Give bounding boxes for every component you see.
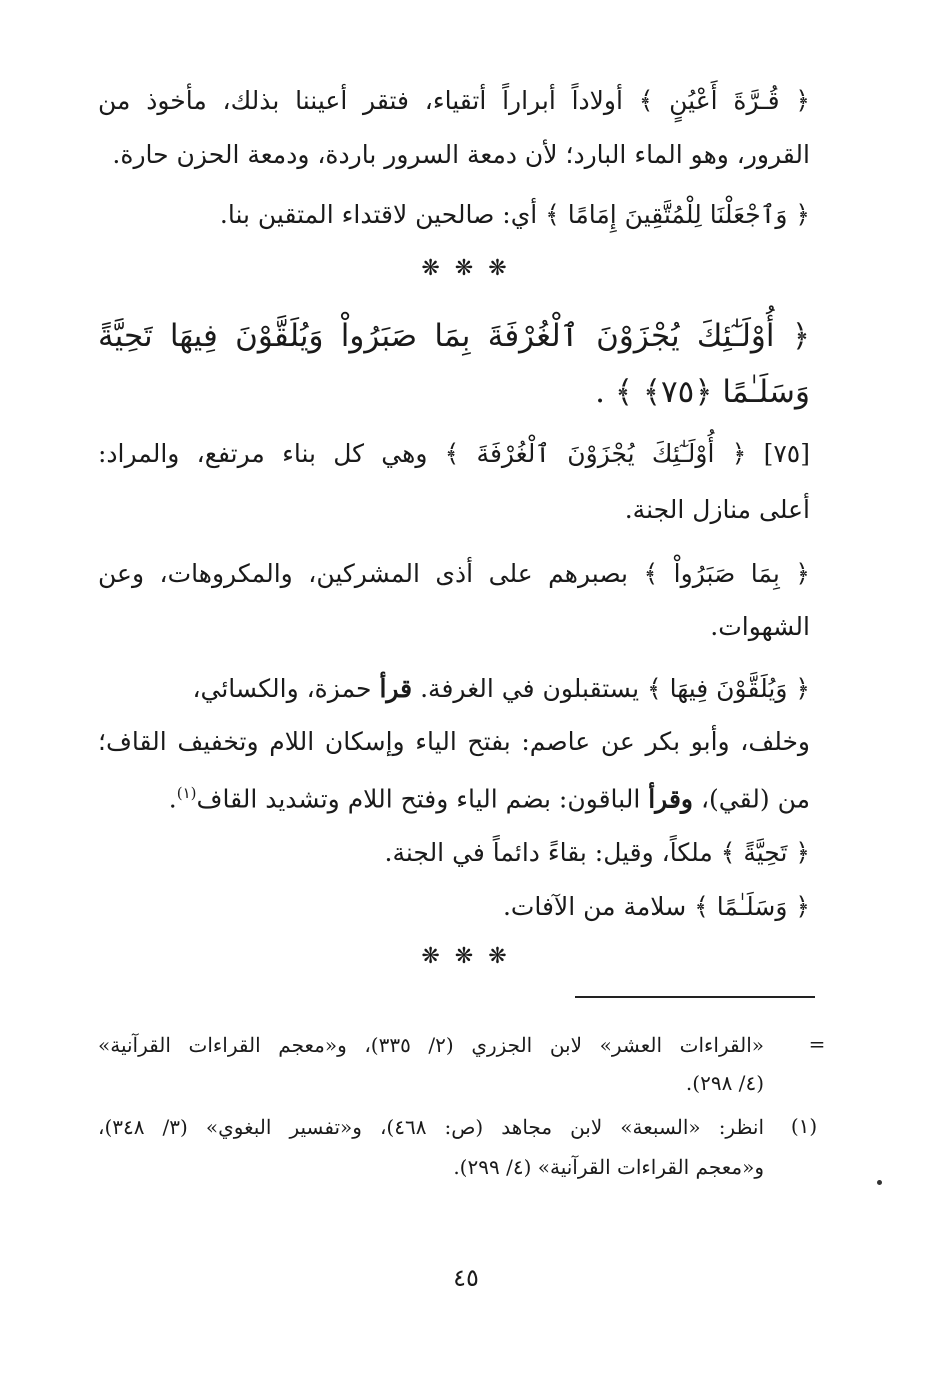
- print-speck: [877, 1180, 882, 1185]
- commentary-line: القرور، وهو الماء البارد؛ لأن دمعة السرور باردة، ودمعة الحزن حارة.: [112, 140, 810, 169]
- footnote-line: (٤/ ٢٩٨).: [685, 1071, 764, 1095]
- footnote-continuation-marker: =: [808, 1032, 826, 1056]
- footnote-reference: (١): [176, 784, 197, 802]
- commentary-line: ﴿ تَحِيَّةً ﴾ ملكاً، وقيل: بقاءً دائماً في الجنة.: [384, 838, 810, 867]
- quran-verse-line: ﴿ أُوْلَـٰٓئِكَ يُجْزَوْنَ ٱلْغُرْفَةَ بِمَا صَبَرُواْ وَيُلَقَّوْنَ فِيهَا تَحِيَّةً: [98, 318, 810, 354]
- footnote-divider: [575, 996, 815, 998]
- reading-keyword: قرأ: [379, 674, 413, 703]
- commentary-line: وخلف، وأبو بكر عن عاصم: بفتح الياء وإسكان اللام وتخفيف القاف؛: [98, 727, 810, 756]
- commentary-line: أعلى منازل الجنة.: [624, 495, 810, 524]
- footnote-line: انظر: «السبعة» لابن مجاهد (ص: ٤٦٨)، و«تفسير البغوي» (٣/ ٣٤٨)،: [98, 1115, 765, 1139]
- footnote-line: «القراءات العشر» لابن الجزري (٢/ ٣٣٥)، و«معجم القراءات القرآنية»: [98, 1033, 765, 1057]
- commentary-line: [98, 776, 810, 816]
- commentary-text: حمزة، والكسائي،: [192, 674, 372, 703]
- commentary-line: الشهوات.: [710, 612, 810, 641]
- quran-verse-line: وَسَلَـٰمًا ﴿٧٥﴾ ﴾ .: [595, 374, 810, 410]
- commentary-line: ﴿ وَسَلَـٰمًا ﴾ سلامة من الآفات.: [502, 892, 810, 921]
- commentary-line: [٧٥] ﴿ أُوْلَـٰٓئِكَ يُجْزَوْنَ ٱلْغُرْفَةَ ﴾ وهي كل بناء مرتفع، والمراد:: [98, 439, 810, 468]
- commentary-text: .: [168, 784, 177, 814]
- footnote-number: (١): [790, 1114, 818, 1138]
- commentary-text: من (لقي)،: [700, 784, 810, 814]
- commentary-text: الباقون: بضم الياء وفتح اللام وتشديد القاف: [196, 784, 641, 814]
- section-separator: ❋ ❋ ❋: [421, 944, 511, 969]
- reading-keyword: وقرأ: [648, 784, 693, 814]
- commentary-line: ﴿ وَٱجْعَلْنَا لِلْمُتَّقِينَ إِمَامًا ﴾ أي: صالحين لاقتداء المتقين بنا.: [219, 200, 810, 229]
- page-number: ٤٥: [453, 1264, 479, 1292]
- footnote-line: و«معجم القراءات القرآنية» (٤/ ٢٩٩).: [453, 1155, 764, 1179]
- section-separator: ❋ ❋ ❋: [421, 256, 511, 281]
- commentary-line: ﴿ قُـرَّةَ أَعْيُنٍ ﴾ أولاداً أبراراً أتقياء، فتقر أعيننا بذلك، مأخوذ من: [98, 86, 810, 115]
- commentary-line: ﴿ بِمَا صَبَرُواْ ﴾ بصبرهم على أذى المشركين، والمكروهات، وعن: [98, 559, 810, 588]
- verse-quote: ﴿ وَيُلَقَّوْنَ فِيهَا ﴾ يستقبلون في الغرفة.: [420, 674, 810, 703]
- commentary-line: [98, 672, 810, 706]
